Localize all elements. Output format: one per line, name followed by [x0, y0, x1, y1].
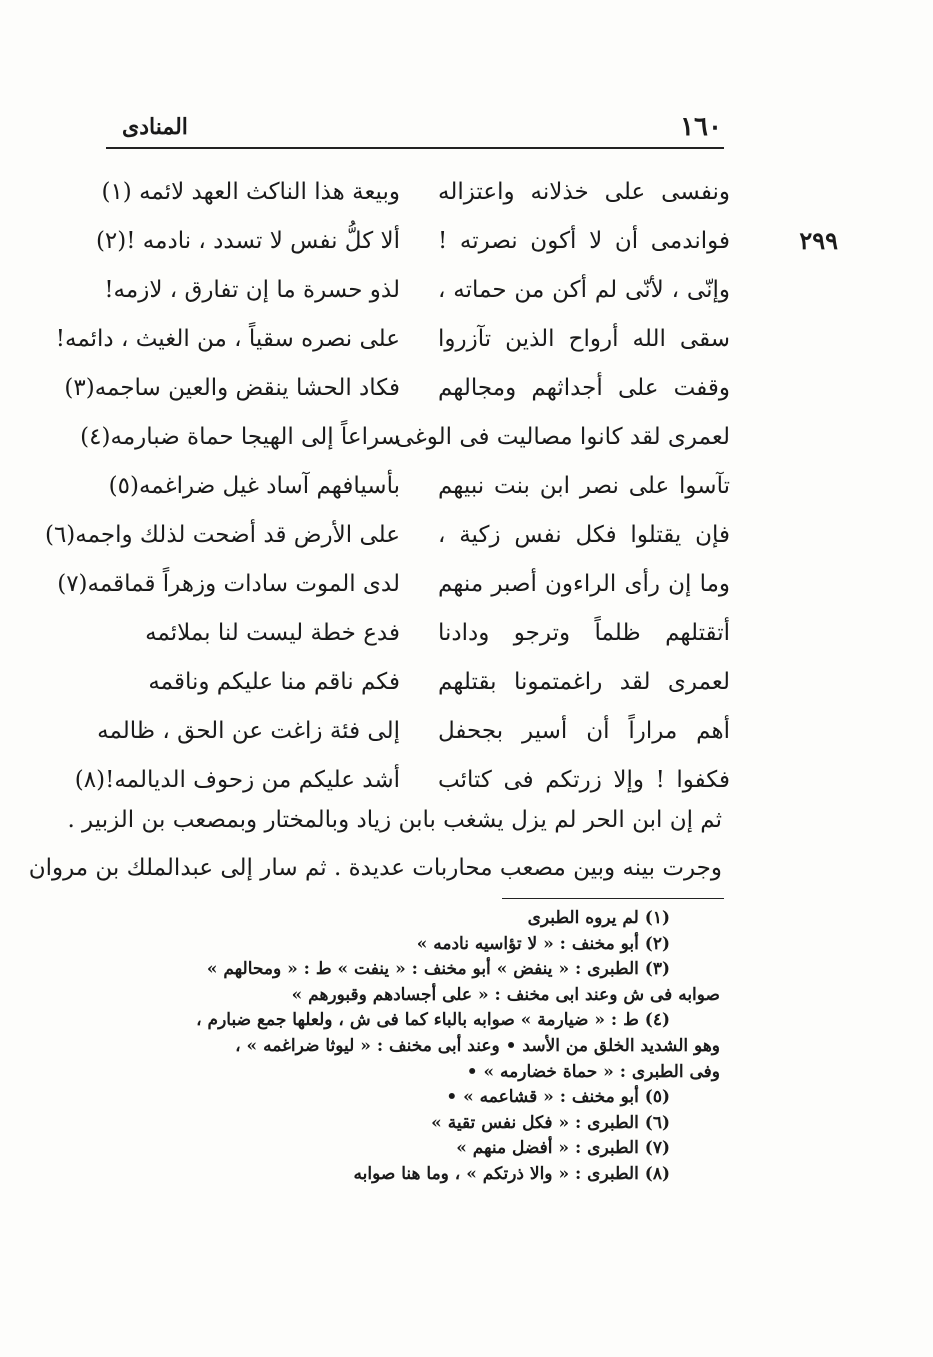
verse-second-hemistich: فدع خطة ليست لنا بملائمه	[145, 620, 400, 646]
verse-second-hemistich: لذو حسرة ما إن تفارق ، لازمه!	[104, 277, 400, 303]
footnote-rule	[502, 898, 724, 899]
verse-second-hemistich: على نصره سقياً ، من الغيث ، دائمه!	[55, 326, 400, 352]
verse-first-hemistich: وقفت على أجداثهم ومجالهم	[438, 375, 730, 401]
footnote-line: (٤) ط : « ضيارمة » صوابه بالباء كما فى ش ، ولعلها جمع ضبارم ،	[196, 1010, 670, 1031]
footnote-line: (٣) الطبرى : « ينفض » أبو مخنف : « ينفت » ط : « ومحالهم »	[206, 959, 670, 980]
page-number: ١٦٠	[680, 112, 722, 142]
verse-line	[100, 464, 730, 513]
prose-paragraph	[28, 796, 722, 892]
verse-first-hemistich: ونفسى على خذلانه واعتزاله	[438, 179, 730, 205]
page-header	[108, 112, 722, 148]
verse-line	[44, 513, 730, 562]
footnote-line: (٨) الطبرى : « والا ذرتكم » ، وما هنا صوابه	[353, 1163, 670, 1184]
verse-line	[55, 317, 730, 366]
verse-second-hemistich: على الأرض قد أضحت لذلك واجمه(٦)	[44, 522, 400, 548]
verse-second-hemistich: بأسيافهم آساد غيل ضراغمه(٥)	[108, 473, 400, 499]
verse-second-hemistich: إلى فئة زاغت عن الحق ، ظالمه	[97, 718, 400, 744]
poem	[44, 170, 730, 807]
verse-first-hemistich: لعمرى لقد راغمتمونا بقتلهم	[438, 669, 730, 695]
verse-first-hemistich: وما إن رأى الراءون أصبر منهم	[438, 571, 730, 597]
verse-second-hemistich: لدى الموت سادات وزهراً قماقمه(٧)	[57, 571, 400, 597]
prose-line: وجرت بينه وبين مصعب محاربات عديدة . ثم سار إلى عبدالملك بن مروان	[28, 855, 722, 881]
verse-line	[97, 709, 730, 758]
verse-second-hemistich: أشد عليكم من زحوف الديالمه!(٨)	[74, 767, 400, 793]
footnote-line: وفى الطبرى : « حماة خضارمه » •	[466, 1061, 720, 1082]
verse-second-hemistich: فكم ناقم منا عليكم وناقمه	[148, 669, 400, 695]
verse-first-hemistich: فإن يقتلوا فكل نفس زكية ،	[438, 522, 730, 548]
margin-reference-number: ٢٩٩	[799, 226, 838, 255]
prose-line: ثم إن ابن الحر لم يزل يشغب بابن زياد وبالمختار وبمصعب بن الزبير .	[67, 807, 722, 833]
verse-line	[95, 219, 730, 268]
verse-line	[64, 366, 730, 415]
verse-line	[100, 660, 730, 709]
footnote-line: (١) لم يروه الطبرى	[527, 908, 670, 928]
verse-line	[80, 415, 730, 464]
verse-second-hemistich: سراعاً إلى الهيجا حماة ضبارمه(٤)	[80, 424, 400, 450]
footnote-line: (٥) أبو مخنف : « قشاعمه » •	[446, 1087, 670, 1108]
verse-first-hemistich: فكفوا ! وإلا زرتكم فى كتائب	[438, 767, 730, 793]
verse-line	[100, 268, 730, 317]
verse-first-hemistich: تآسوا على نصر ابن بنت نبيهم	[438, 473, 730, 499]
footnotes	[104, 906, 724, 1188]
verse-second-hemistich: فكاد الحشا ينقض والعين ساجمه(٣)	[64, 375, 400, 401]
header-rule	[106, 147, 724, 149]
verse-first-hemistich: وإنّى ، لأنّى لم أكن من حماته ،	[438, 277, 730, 303]
footnote-line: (٢) أبو مخنف : « لا تؤاسيه نادمه »	[416, 933, 670, 954]
footnote-line: (٦) الطبرى : « فكل نفس تقية »	[431, 1112, 670, 1133]
verse-line	[100, 170, 730, 219]
verse-first-hemistich: فواندمى أن لا أكون نصرته !	[438, 228, 730, 254]
verse-second-hemistich: ألا كلُّ نفس لا تسدد ، نادمه !(٢)	[95, 228, 400, 254]
verse-first-hemistich: أهم مراراً أن أسير بجحفل	[438, 718, 730, 744]
verse-first-hemistich: أتقتلهم ظلماً وترجو ودادنا	[438, 620, 730, 646]
verse-second-hemistich: وبيعة هذا الناكث العهد لائمه (١)	[101, 179, 400, 205]
footnote-line: صوابه فى ش وعند ابى مخنف : « على أجسادهم وقبورهم »	[291, 984, 720, 1005]
footnote-line: وهو الشديد الخلق من الأسد • وعند أبى مخنف : « ليوثا ضراغمه » ،	[235, 1035, 720, 1056]
verse-first-hemistich: لعمرى لقد كانوا مصاليت فى الوغى	[395, 424, 730, 450]
footnote-line: (٧) الطبرى : « أفضل منهم »	[456, 1138, 670, 1159]
verse-first-hemistich: سقى الله أرواح الذين تآزروا	[438, 326, 730, 352]
running-title: المنادى	[122, 114, 188, 140]
verse-line	[100, 611, 730, 660]
verse-line	[57, 562, 730, 611]
